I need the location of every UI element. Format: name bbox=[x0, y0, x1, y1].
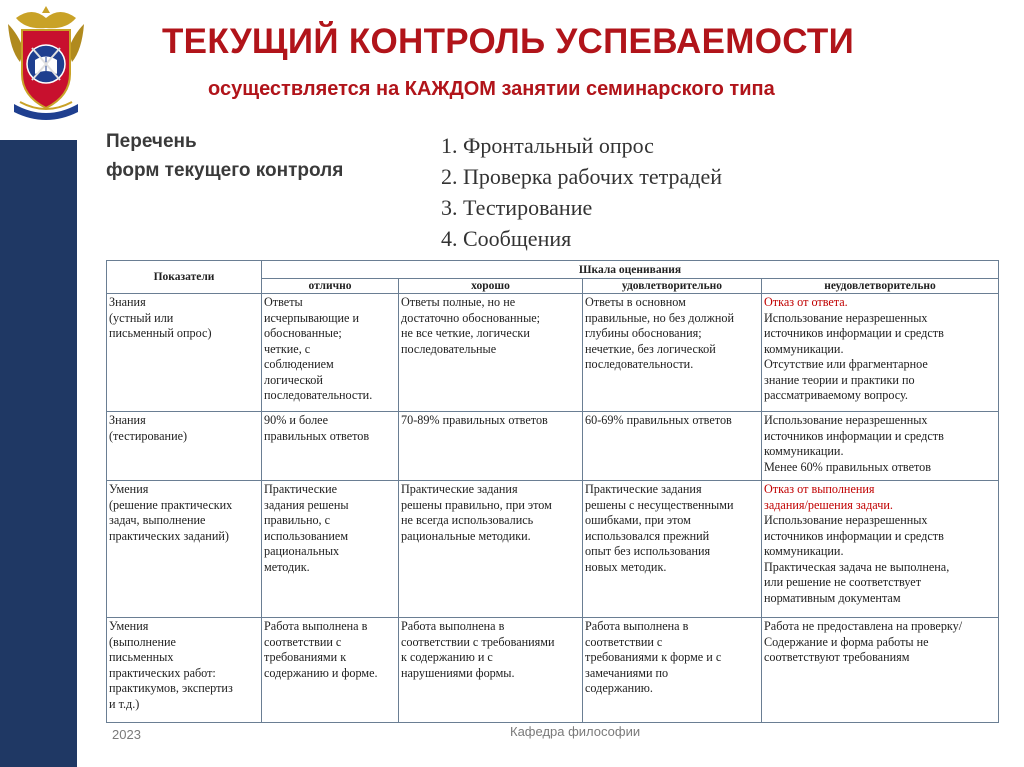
forms-list-item: 1. Фронтальный опрос bbox=[441, 133, 654, 158]
header-scale: Шкала оценивания bbox=[262, 261, 999, 279]
emblem-logo bbox=[6, 4, 86, 126]
grade-cell bbox=[762, 294, 999, 412]
header-grade-excellent: отлично bbox=[262, 279, 399, 294]
cell-line: обоснованные; bbox=[264, 326, 342, 340]
table-row bbox=[107, 481, 999, 618]
cell-line: нормативным документам bbox=[764, 590, 901, 605]
table-row bbox=[107, 294, 999, 412]
cell-line: соответствуют требованиям bbox=[764, 650, 910, 664]
cell-line: задания/решения задачи. bbox=[764, 497, 893, 512]
cell-line: задач, выполнение bbox=[109, 513, 206, 527]
header-grade-satisfactory: удовлетворительно bbox=[583, 279, 762, 294]
cell-line: или решение не соответствует bbox=[764, 575, 922, 589]
forms-list-item: 3. Тестирование bbox=[441, 195, 593, 220]
cell-line: Использование неразрешенных bbox=[764, 513, 928, 527]
grade-cell bbox=[262, 412, 399, 481]
cell-line: Умения bbox=[109, 619, 149, 633]
cell-line: Ответы полные, но не bbox=[401, 295, 516, 309]
cell-line: опыт без использования bbox=[585, 544, 711, 558]
cell-line: Работа не предоставлена на проверку/ bbox=[764, 619, 963, 633]
cell-line: Практические задания bbox=[585, 482, 702, 496]
page-subtitle: осуществляется на КАЖДОМ занятии семинарского типа bbox=[208, 78, 775, 100]
cell-line: содержанию и форме. bbox=[264, 665, 378, 680]
cell-line: Менее 60% правильных ответов bbox=[764, 459, 932, 474]
cell-line: четкие, с bbox=[264, 341, 311, 356]
table-body bbox=[107, 294, 999, 723]
cell-line: нарушениями формы. bbox=[401, 665, 515, 680]
cell-line: источников информации и средств bbox=[764, 528, 944, 543]
cell-line: соответствии с bbox=[264, 634, 342, 649]
cell-line: Работа выполнена в bbox=[585, 619, 689, 633]
cell-line: коммуникации. bbox=[764, 444, 844, 458]
cell-line: письменный опрос) bbox=[109, 326, 212, 340]
cell-line: глубины обоснования; bbox=[585, 326, 702, 340]
grade-cell bbox=[762, 481, 999, 618]
cell-line: 90% и более bbox=[264, 413, 328, 427]
cell-line: Практические bbox=[264, 482, 338, 496]
cell-line: практических работ: bbox=[109, 665, 216, 680]
cell-line: правильных ответов bbox=[264, 428, 370, 443]
cell-line: использовался прежний bbox=[585, 528, 710, 543]
cell-line: Знания bbox=[109, 413, 146, 427]
cell-line: содержанию. bbox=[585, 681, 653, 695]
cell-line: логической bbox=[264, 372, 323, 387]
indicator-cell bbox=[107, 618, 262, 723]
cell-line: к содержанию и с bbox=[401, 650, 493, 664]
cell-line: коммуникации. bbox=[764, 341, 844, 356]
cell-line: (решение практических bbox=[109, 497, 233, 512]
grade-cell bbox=[762, 618, 999, 723]
cell-line: Работа выполнена в bbox=[264, 619, 368, 633]
grade-cell bbox=[399, 481, 583, 618]
cell-line: требованиями к bbox=[264, 650, 347, 664]
cell-line: Отказ от выполнения bbox=[764, 482, 875, 496]
cell-line: замечаниями по bbox=[585, 665, 669, 680]
cell-line: источников информации и средств bbox=[764, 326, 944, 340]
cell-line: знание теории и практики по bbox=[764, 372, 915, 387]
cell-line: рациональных bbox=[264, 544, 340, 558]
cell-line: практикумов, экспертиз bbox=[109, 681, 233, 695]
cell-line: Содержание и форма работы не bbox=[764, 634, 929, 649]
cell-line: Ответы bbox=[264, 295, 303, 309]
page-title: ТЕКУЩИЙ КОНТРОЛЬ УСПЕВАЕМОСТИ bbox=[162, 22, 855, 61]
cell-line: Практические задания bbox=[401, 482, 518, 496]
cell-line: последовательные bbox=[401, 341, 497, 356]
cell-line: соответствии с bbox=[585, 634, 663, 649]
cell-line: Практическая задача не выполнена, bbox=[764, 559, 950, 574]
cell-line: нечеткие, без логической bbox=[585, 341, 716, 356]
cell-line: (устный или bbox=[109, 310, 174, 325]
cell-line: Работа выполнена в bbox=[401, 619, 505, 633]
cell-line: рациональные методики. bbox=[401, 528, 531, 543]
cell-line: 60-69% правильных ответов bbox=[585, 413, 732, 427]
cell-line: и т.д.) bbox=[109, 696, 140, 711]
grade-cell bbox=[262, 481, 399, 618]
sidebar-band bbox=[0, 140, 77, 767]
grade-cell bbox=[399, 294, 583, 412]
cell-line: правильные, но без должной bbox=[585, 310, 735, 325]
cell-line: (выполнение bbox=[109, 634, 176, 649]
cell-line: Знания bbox=[109, 295, 146, 309]
indicator-cell bbox=[107, 481, 262, 618]
cell-line: практических заданий) bbox=[109, 528, 229, 543]
table-row bbox=[107, 618, 999, 723]
cell-line: Отсутствие или фрагментарное bbox=[764, 357, 928, 371]
cell-line: Использование неразрешенных bbox=[764, 413, 928, 427]
header-grade-unsatisfactory: неудовлетворительно bbox=[762, 279, 999, 294]
footer-department: Кафедра философии bbox=[510, 724, 641, 739]
cell-line: Ответы в основном bbox=[585, 295, 686, 309]
cell-line: Умения bbox=[109, 482, 149, 496]
cell-line: решены с несущественными bbox=[585, 497, 734, 512]
forms-heading-line: Перечень bbox=[106, 131, 197, 152]
cell-line: ошибками, при этом bbox=[585, 513, 691, 527]
cell-line: письменных bbox=[109, 650, 174, 664]
header-grade-good: хорошо bbox=[399, 279, 583, 294]
grade-cell bbox=[583, 481, 762, 618]
forms-list-item: 2. Проверка рабочих тетрадей bbox=[441, 164, 723, 189]
cell-line: не все четкие, логически bbox=[401, 326, 530, 340]
grade-cell bbox=[762, 412, 999, 481]
cell-line: коммуникации. bbox=[764, 544, 844, 558]
footer-year: 2023 bbox=[112, 727, 141, 742]
cell-line: (тестирование) bbox=[109, 428, 188, 443]
cell-line: исчерпывающие и bbox=[264, 310, 360, 325]
cell-line: достаточно обоснованные; bbox=[401, 310, 541, 325]
grade-cell bbox=[583, 412, 762, 481]
cell-line: методик. bbox=[264, 559, 310, 574]
cell-line: соблюдением bbox=[264, 357, 334, 371]
forms-heading-line: форм текущего контроля bbox=[106, 160, 344, 181]
grade-cell bbox=[262, 294, 399, 412]
indicator-cell bbox=[107, 412, 262, 481]
forms-list-item: 4. Сообщения bbox=[441, 226, 572, 251]
cell-line: Отказ от ответа. bbox=[764, 295, 848, 309]
cell-line: задания решены bbox=[264, 497, 349, 512]
cell-line: правильно, с bbox=[264, 513, 331, 527]
cell-line: использованием bbox=[264, 528, 349, 543]
cell-line: рассматриваемому вопросу. bbox=[764, 388, 908, 402]
grade-cell bbox=[262, 618, 399, 723]
cell-line: новых методик. bbox=[585, 559, 667, 574]
indicator-cell bbox=[107, 294, 262, 412]
grade-cell bbox=[399, 412, 583, 481]
cell-line: решены правильно, при этом bbox=[401, 497, 552, 512]
grading-table bbox=[106, 260, 999, 723]
cell-line: не всегда использовались bbox=[401, 513, 534, 527]
grade-cell bbox=[399, 618, 583, 723]
forms-heading bbox=[106, 127, 343, 185]
header-indicators: Показатели bbox=[107, 261, 262, 294]
cell-line: последовательности. bbox=[264, 388, 373, 402]
cell-line: 70-89% правильных ответов bbox=[401, 413, 548, 427]
forms-list bbox=[441, 130, 722, 254]
cell-line: последовательности. bbox=[585, 357, 694, 371]
grade-cell bbox=[583, 618, 762, 723]
cell-line: соответствии с требованиями bbox=[401, 634, 555, 649]
cell-line: Использование неразрешенных bbox=[764, 310, 928, 325]
cell-line: источников информации и средств bbox=[764, 428, 944, 443]
grade-cell bbox=[583, 294, 762, 412]
table-row bbox=[107, 412, 999, 481]
cell-line: требованиями к форме и с bbox=[585, 650, 722, 664]
